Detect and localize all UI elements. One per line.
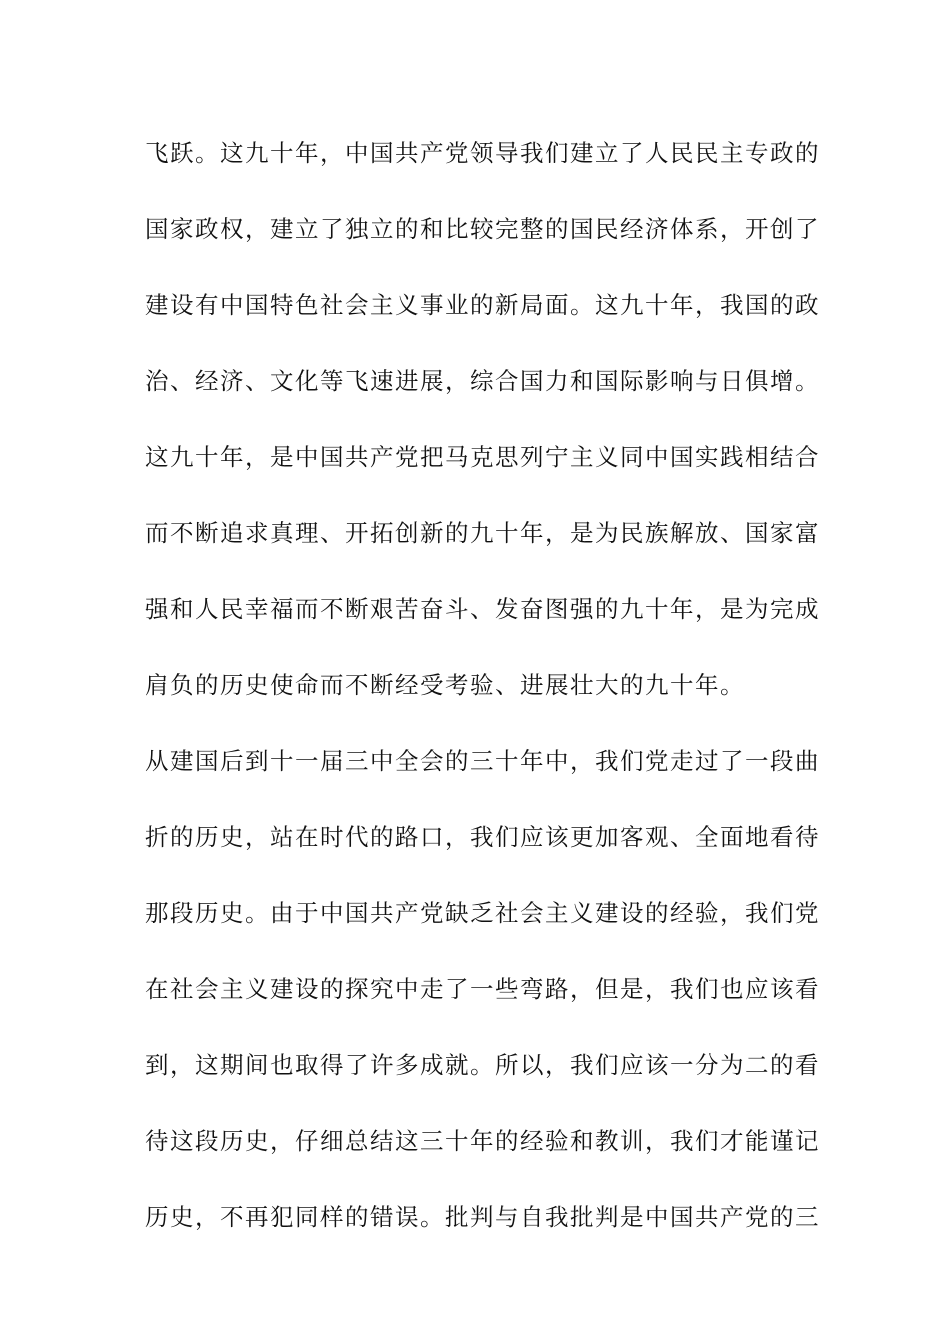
paragraph-line: 肩负的历史使命而不断经受考验、进展壮大的九十年。 bbox=[145, 671, 745, 699]
paragraph-line: 治、经济、文化等飞速进展，综合国力和国际影响与日俱增。 bbox=[145, 367, 820, 395]
paragraph-line: 在社会主义建设的探究中走了一些弯路，但是，我们也应该看 bbox=[145, 975, 820, 1003]
paragraph-3 bbox=[145, 733, 820, 1265]
paragraph-line: 飞跃。这九十年，中国共产党领导我们建立了人民民主专政的 bbox=[145, 139, 820, 167]
paragraph-1 bbox=[145, 125, 820, 429]
paragraph-2 bbox=[145, 429, 820, 733]
paragraph-line: 到，这期间也取得了许多成就。所以，我们应该一分为二的看 bbox=[145, 1051, 820, 1079]
paragraph-line: 这九十年，是中国共产党把马克思列宁主义同中国实践相结合 bbox=[145, 443, 820, 471]
paragraph-line: 建设有中国特色社会主义事业的新局面。这九十年，我国的政 bbox=[145, 291, 820, 319]
paragraph-line: 而不断追求真理、开拓创新的九十年，是为民族解放、国家富 bbox=[145, 519, 820, 547]
paragraph-line: 国家政权，建立了独立的和比较完整的国民经济体系，开创了 bbox=[145, 215, 820, 243]
paragraph-line: 从建国后到十一届三中全会的三十年中，我们党走过了一段曲 bbox=[145, 747, 820, 775]
paragraph-line: 强和人民幸福而不断艰苦奋斗、发奋图强的九十年，是为完成 bbox=[145, 595, 820, 623]
paragraph-line: 历史，不再犯同样的错误。批判与自我批判是中国共产党的三 bbox=[145, 1203, 820, 1231]
document-body bbox=[145, 125, 820, 1265]
paragraph-line: 折的历史，站在时代的路口，我们应该更加客观、全面地看待 bbox=[145, 823, 820, 851]
paragraph-line: 待这段历史，仔细总结这三十年的经验和教训，我们才能谨记 bbox=[145, 1127, 820, 1155]
paragraph-line: 那段历史。由于中国共产党缺乏社会主义建设的经验，我们党 bbox=[145, 899, 820, 927]
